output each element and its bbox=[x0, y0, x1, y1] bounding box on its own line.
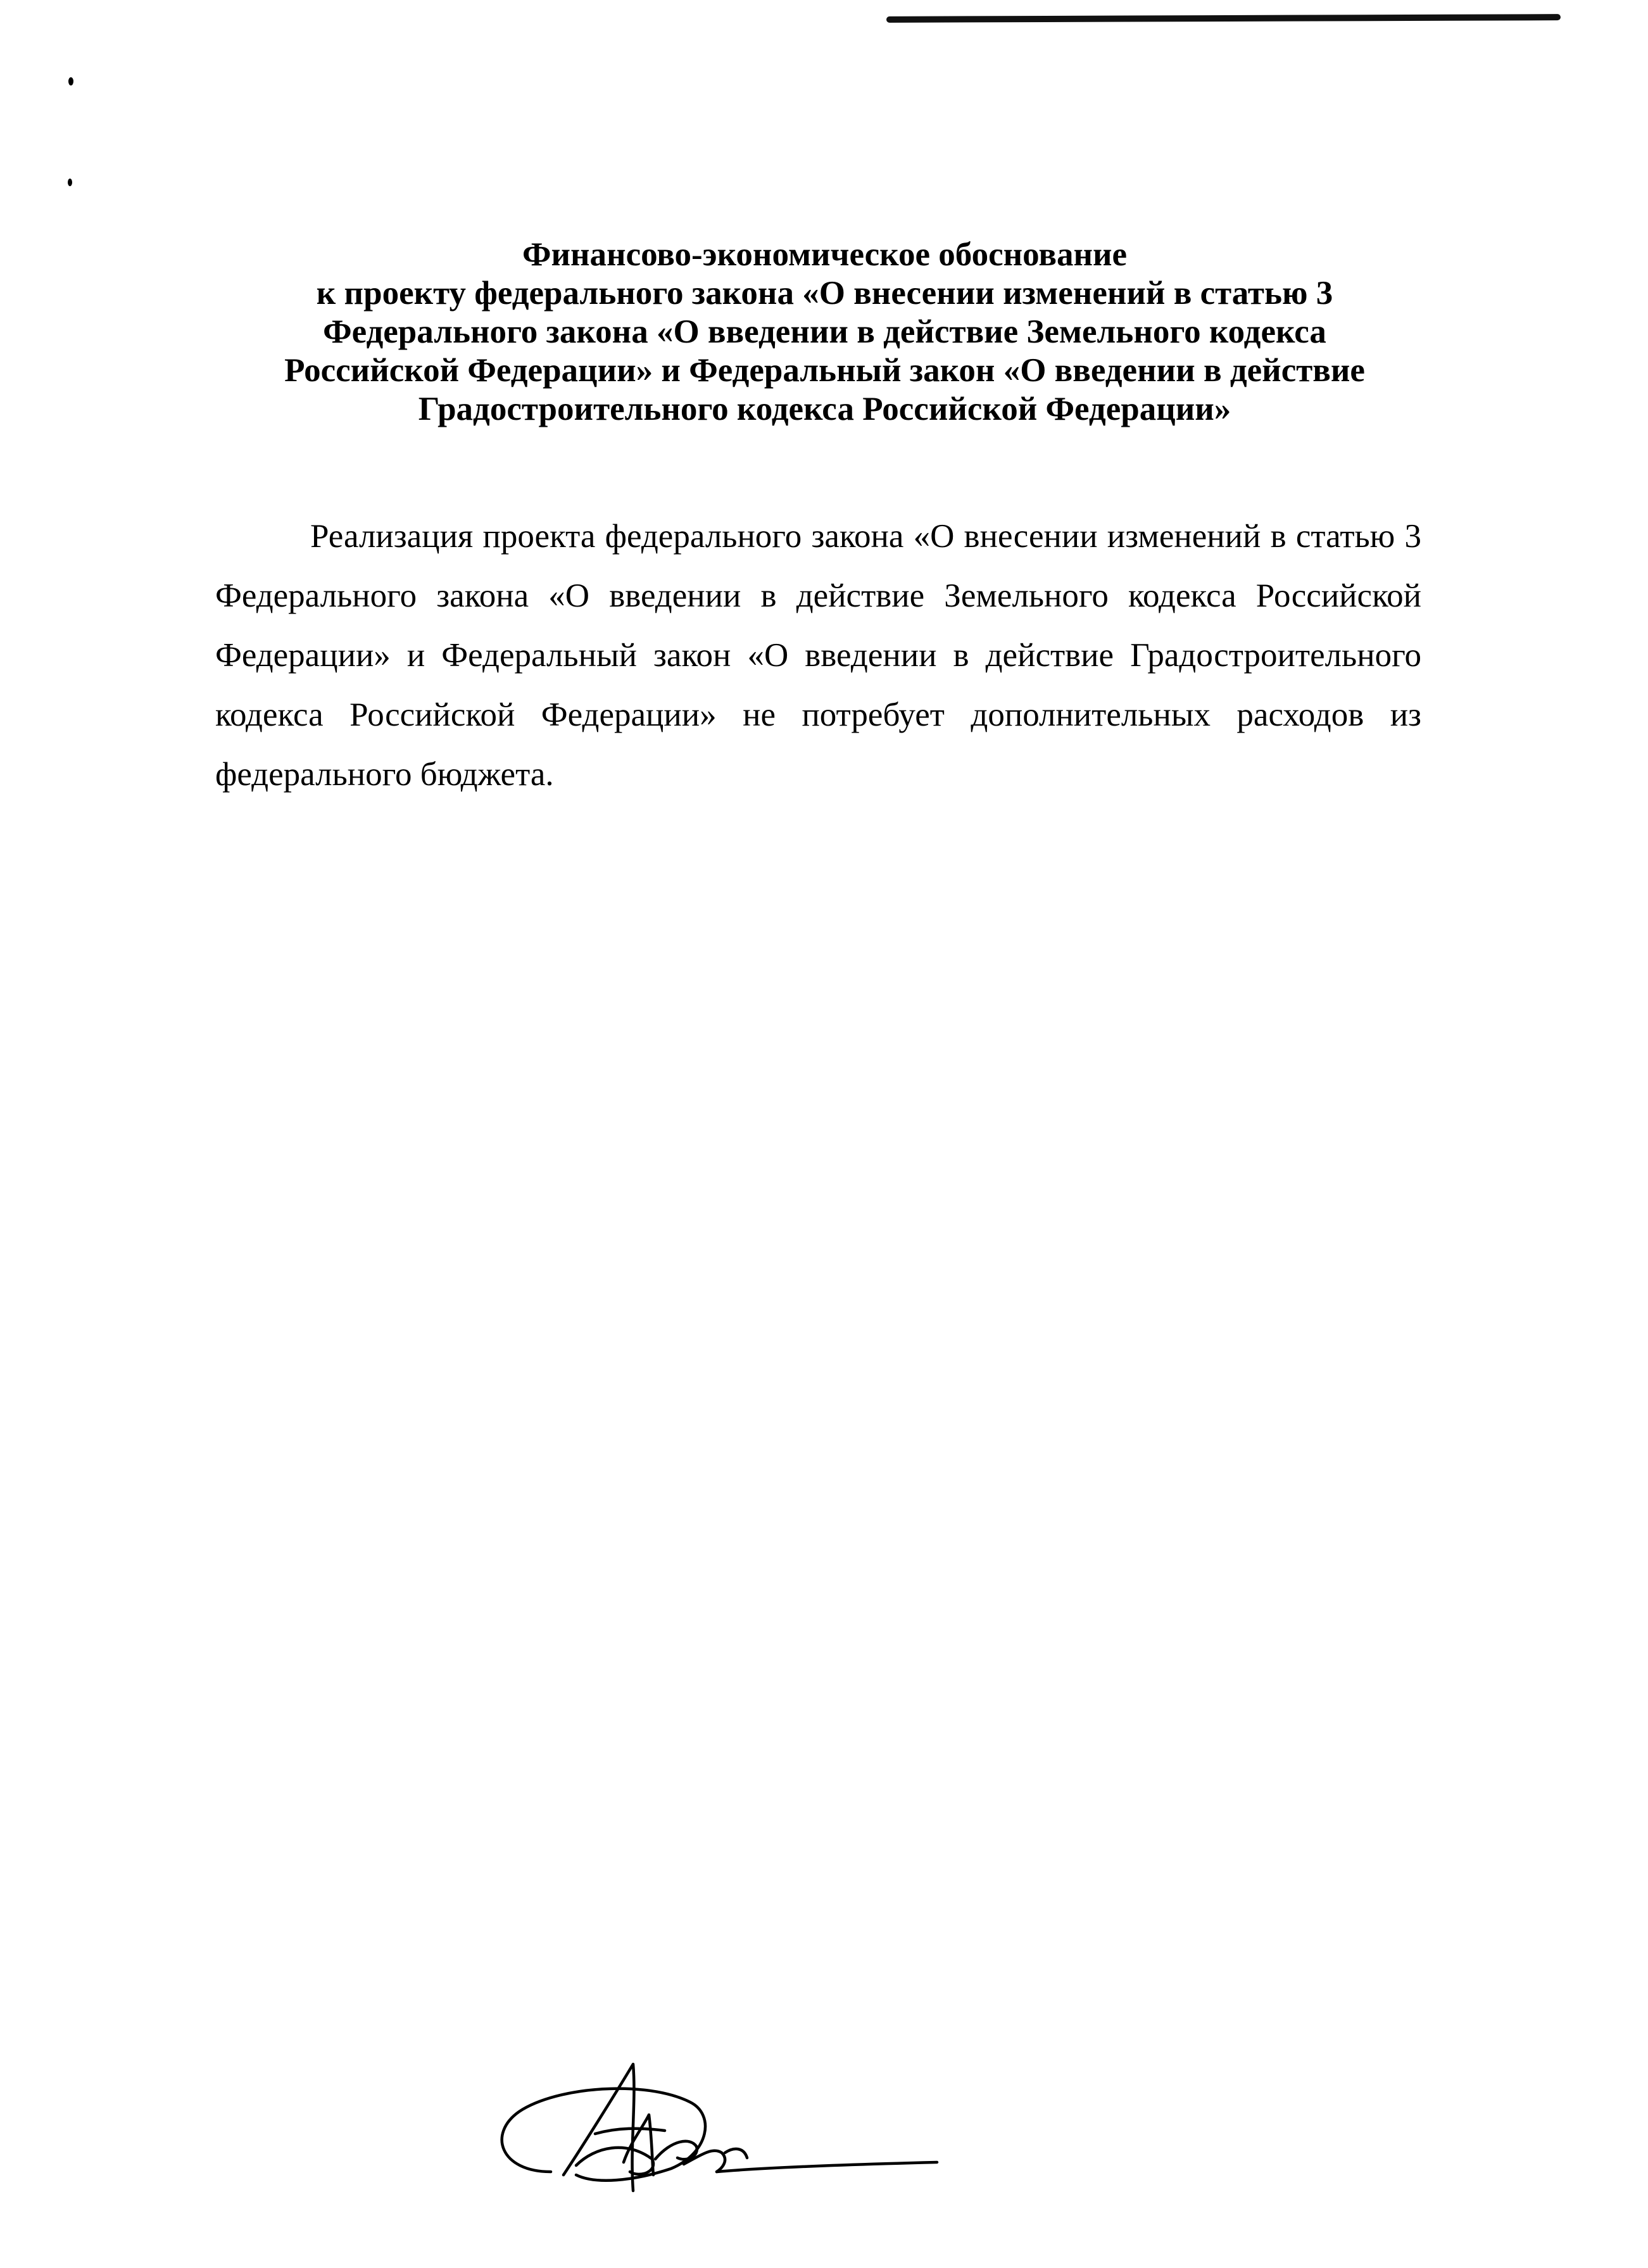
scan-speck bbox=[68, 77, 73, 85]
title-line: Финансово-экономическое обоснование bbox=[522, 236, 1128, 273]
scan-speck bbox=[68, 179, 72, 186]
title-line: Градостроительного кодекса Российской Федерации» bbox=[418, 391, 1231, 427]
title-line: Российской Федерации» и Федеральный закон «О введении в действие bbox=[284, 352, 1365, 389]
title-line: Федерального закона «О введении в действие Земельного кодекса bbox=[323, 313, 1326, 350]
body-paragraph: Реализация проекта федерального закона «О внесении изменений в статью 3 Федерального закона «О введении в действие Земельного кодекса Российской Федерации» и Федеральный закон «О введении в действие Градостроительного кодекса Российской Федерации» не потребует дополнительных расходов из федерального бюджета. bbox=[215, 518, 1421, 793]
document-title bbox=[190, 236, 1459, 429]
top-scan-line bbox=[886, 14, 1561, 23]
title-line: к проекту федерального закона «О внесении изменений в статью 3 bbox=[316, 275, 1333, 312]
handwritten-signature bbox=[481, 2051, 962, 2216]
